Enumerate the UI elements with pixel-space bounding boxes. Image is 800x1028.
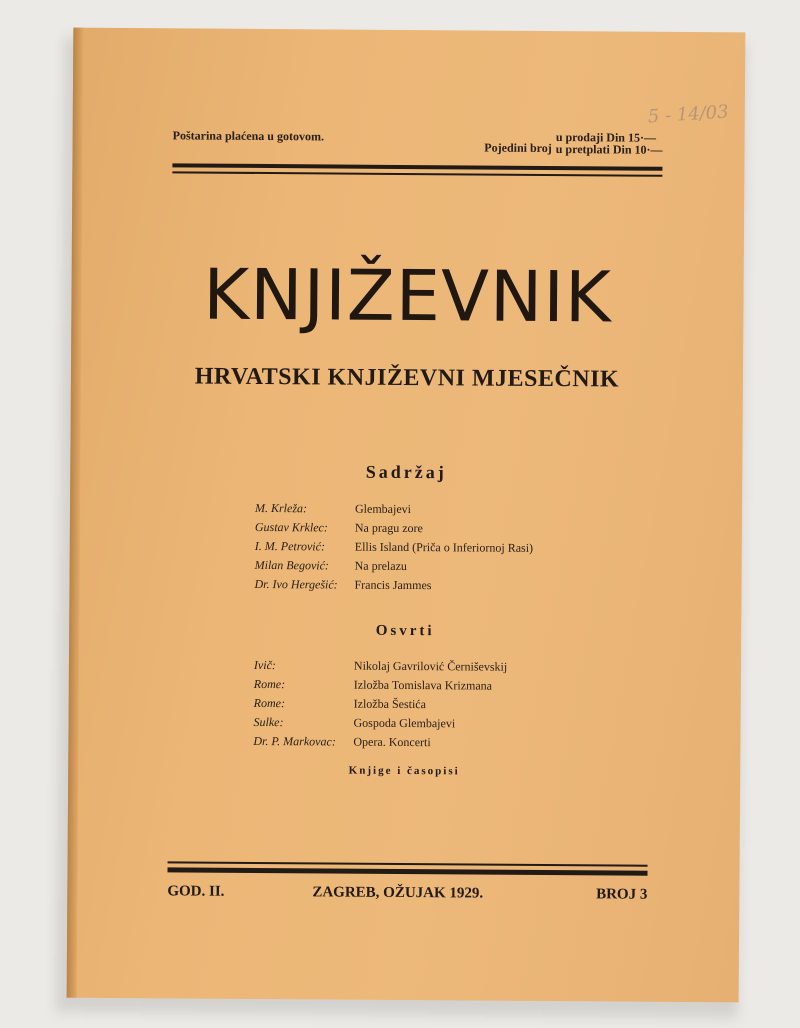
contents-item [255,556,533,577]
review-author: Sulke: [253,714,284,730]
place-date: ZAGREB, OŽUJAK 1929. [312,884,484,902]
price-sale: u prodaji Din 15·— [555,130,657,145]
header-line [172,128,663,157]
postage-text: Poštarina plaćena u gotovom. [172,128,325,144]
contents-title: Na pragu zore [354,520,423,536]
review-title: Gospoda Glembajevi [353,715,456,731]
contents-item [255,537,533,558]
books-journals-line: Knjige i časopisi [348,764,460,778]
contents-title: Francis Jammes [354,577,432,593]
review-title: Opera. Koncerti [353,734,431,750]
review-author: Ivič: [253,657,276,673]
price-subscription: u pretplati Din 10·— [555,142,663,157]
issue-number: BROJ 3 [596,886,648,903]
price-block [484,131,662,157]
footer-line [167,883,648,903]
review-item [254,694,507,715]
contents-author: Milan Begović: [254,557,330,573]
volume-label: GOD. II. [167,883,225,900]
contents-title: Glembajevi [354,501,412,517]
review-item [253,713,506,734]
header-rule-thin [172,171,662,176]
contents-item [255,499,533,520]
review-title: Izložba Tomislava Krizmana [353,677,493,693]
contents-title: Ellis Island (Priča o Inferiornoj Rasi) [354,539,534,555]
reviews-heading: Osvrti [375,622,435,640]
review-author: Rome: [253,695,286,711]
contents-item [255,518,533,539]
contents-heading: Sadržaj [365,461,447,483]
contents-author: I. M. Petrović: [254,538,326,554]
magazine-subtitle: HRVATSKI KNJIŽEVNI MJESEČNIK [194,363,620,393]
footer-rule-thick [167,867,647,875]
single-issue-label: Pojedini broj [484,140,552,156]
magazine-cover [67,28,746,1003]
reviews-list [253,656,507,753]
review-item [254,656,507,677]
pencil-note: 5 - 14/03 [647,101,730,128]
contents-author: M. Krleža: [254,500,308,516]
review-item [253,732,506,753]
contents-item [254,575,532,596]
contents-author: Gustav Krklec: [254,519,328,535]
contents-author: Dr. Ivo Hergešić: [254,576,338,592]
footer-rule-thin [168,861,648,866]
contents-list [254,499,533,596]
review-item [254,675,507,696]
header-rule-thick [172,163,662,170]
review-title: Izložba Šestića [353,696,427,712]
review-title: Nikolaj Gavrilović Černiševskij [353,658,508,674]
magazine-title: KNJIŽEVNIK [202,253,613,339]
review-author: Dr. P. Markovac: [253,733,336,749]
contents-title: Na prelazu [354,558,408,574]
review-author: Rome: [253,676,286,692]
